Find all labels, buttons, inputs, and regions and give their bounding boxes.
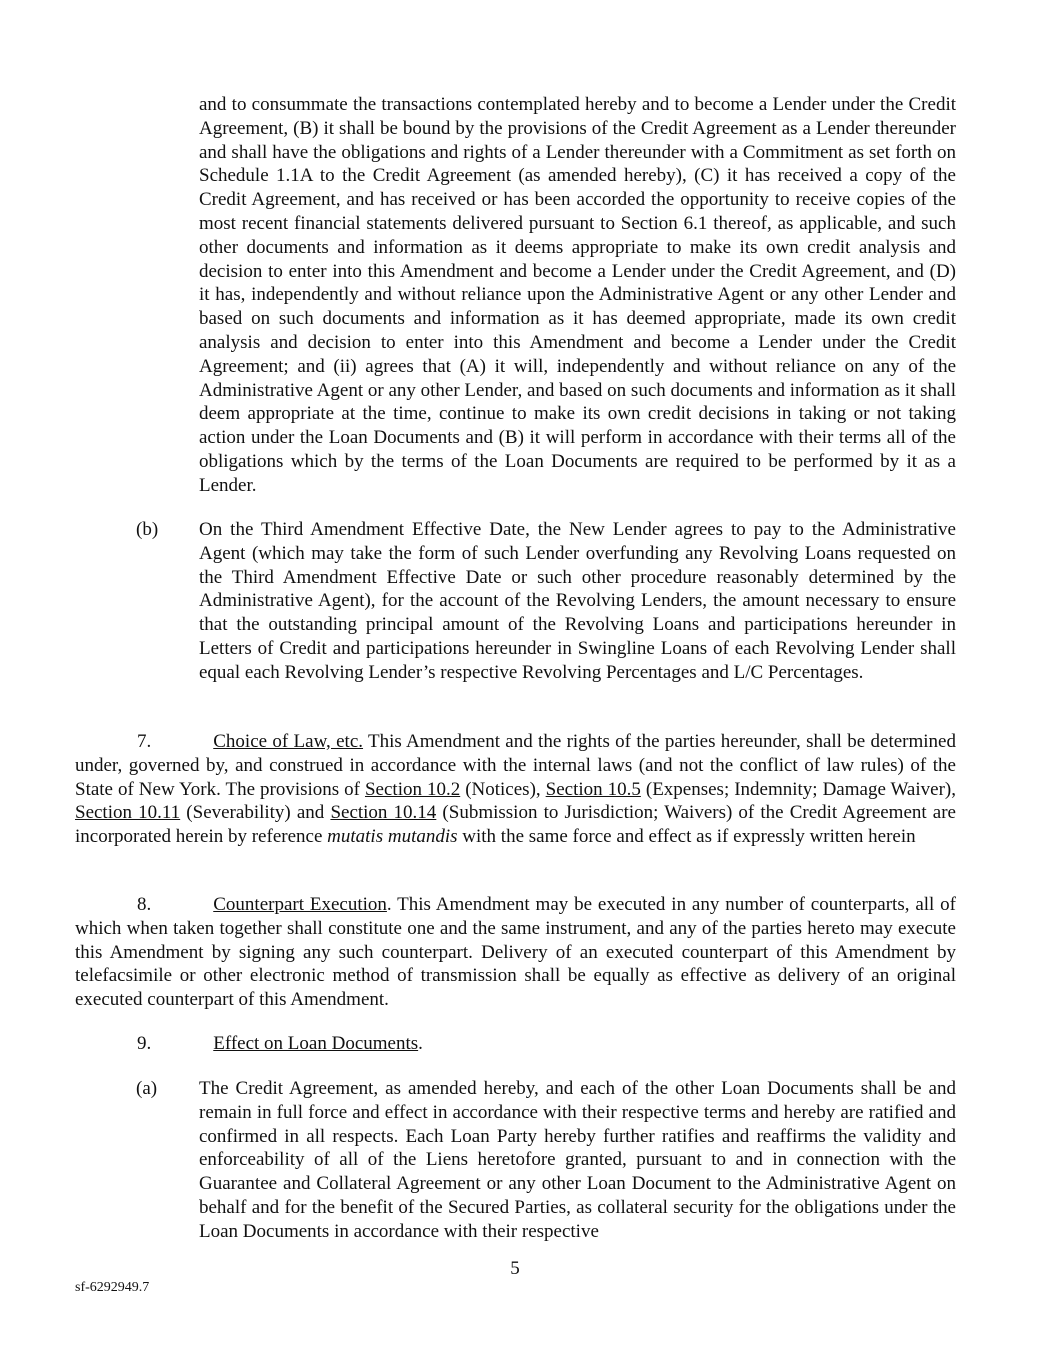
latin-phrase: mutatis mutandis (327, 826, 458, 848)
continuation-paragraph: and to consummate the transactions contemplated hereby and to become a Lender under the Credit Agreement, (B) it shall be bound by the provisions of the Credit Agreement as a Lender thereunder and shall have the obligations and rights of a Lender thereunder with a Commitment as set forth on Schedule 1.1A to the Credit Agreement (as amended hereby), (C) it has received a copy of the Credit Agreement, and has received or has been accorded the opportunity to receive copies of the most recent financial statements delivered pursuant to Section 6.1 thereof, as applicable, and such other documents and information as it deems appropriate to make its own credit analysis and decision to enter into this Amendment and become a Lender under the Credit Agreement, and (D) it has, independently and without reliance upon the Administrative Agent or any other Lender and based on such documents and information as it has deemed appropriate, made its own credit analysis and decision to enter into this Amendment and become a Lender under the Credit Agreement; and (ii) agrees that (A) it will, independently and without reliance on any of the Administrative Agent or any other Lender, and based on such documents and information as it shall deem appropriate at the time, continue to make its own credit decisions in taking or not taking action under the Loan Documents and (B) it will perform in accordance with their terms all of the obligations which by the terms of the Loan Documents are required to be performed by it as a Lender. (199, 94, 956, 496)
subsection-a-text: The Credit Agreement, as amended hereby, and each of the other Loan Documents shall be and remain in full force and effect in accordance with their respective terms and hereby are ratified and confirmed in all respects. Each Loan Party hereby further ratifies and reaffirms the validity and enforceability of all of the Liens heretofore granted, pursuant to and in connection with the Guarantee and Collateral Agreement or any other Loan Document to the Administrative Agent on behalf and for the benefit of the Secured Parties, as collateral security for the obligations under the Loan Documents in accordance with their respective (199, 1078, 956, 1242)
subsection-b-text: On the Third Amendment Effective Date, the New Lender agrees to pay to the Administrative Agent (which may take the form of such Lender overfunding any Revolving Loans requested on the Third Amendment Effective Date or such other procedure reasonably determined by the Administrative Agent), for the account of the Revolving Lenders, the amount necessary to ensure that the outstanding principal amount of the Revolving Loans and participations hereunder in Letters of Credit and participations hereunder in Swingline Loans of each Revolving Lender shall equal each Revolving Lender’s respective Revolving Percentages and L/C Percentages. (199, 519, 956, 683)
page-number: 5 (510, 1258, 520, 1279)
section-7-number: 7. (137, 731, 152, 752)
section-7-paragraph (75, 730, 956, 849)
section-7-text: (Submission to Jurisdiction; Waivers) of the Credit Agreement are incorporated herein by reference (75, 802, 956, 848)
section-7-text: (Severability) and (180, 802, 331, 824)
section-ref-10-2: Section 10.2 (364, 778, 461, 800)
section-8-text: . This Amendment may be executed in any number of counterparts, all of which when taken together shall constitute one and the same instrument, and any of the parties hereto may execute this Amendment by signing any such counterpart. Delivery of an executed counterpart of this Amendment by telefacsimile or other electronic method of transmission shall be equally as effective as delivery of an original executed counterpart of this Amendment. (75, 894, 957, 1011)
subsection-b-marker: (b) (136, 519, 159, 540)
section-8-heading: Counterpart Execution (213, 894, 387, 915)
section-ref-10-14: Section 10.14 (330, 802, 437, 824)
section-9-number: 9. (137, 1033, 152, 1054)
section-8-number: 8. (137, 894, 152, 915)
section-8-paragraph (75, 893, 956, 1012)
section-7-text: (Expenses; Indemnity; Damage Waiver), (640, 778, 956, 800)
subsection-a-marker: (a) (136, 1078, 158, 1099)
section-7-heading: Choice of Law, etc. (213, 731, 364, 752)
section-7-text: This Amendment and the rights of the parties hereunder, shall be determined under, governed by, and construed in accordance with the internal laws (and not the conflict of law rules) of the State of New York. The provisions of (75, 731, 956, 800)
section-ref-10-5: Section 10.5 (545, 778, 641, 800)
section-ref-10-11: Section 10.11 (75, 802, 181, 824)
section-7-text: (Notices), (460, 778, 546, 800)
section-9-trail: . (418, 1033, 423, 1054)
section-9-heading: Effect on Loan Documents (213, 1033, 419, 1054)
section-7-text: with the same force and effect as if expressly written herein (457, 826, 916, 848)
document-id: sf-6292949.7 (75, 1280, 150, 1295)
section-9-heading-line (75, 1032, 956, 1056)
